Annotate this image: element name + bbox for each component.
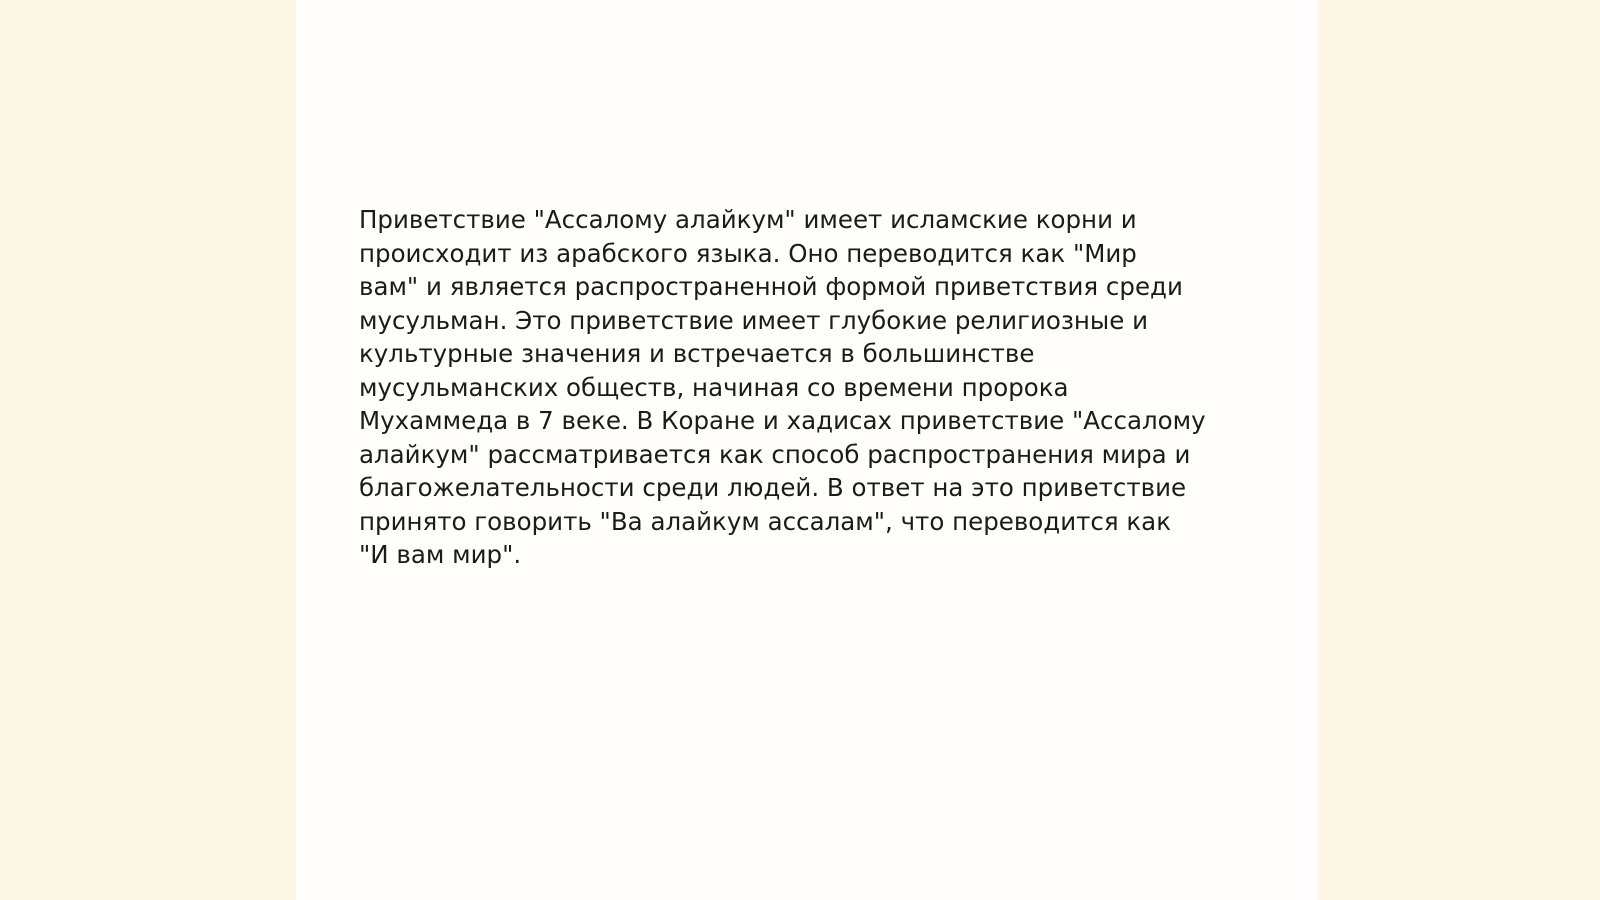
paragraph-line: благожелательности среди людей. В ответ на это приветствие bbox=[359, 473, 1187, 502]
paragraph-line: происходит из арабского языка. Оно переводится как "Мир bbox=[359, 238, 1137, 268]
paragraph-line: мусульманских обществ, начиная со времени пророка bbox=[359, 372, 1069, 402]
paragraph-line: культурные значения и встречается в большинстве bbox=[359, 339, 1035, 368]
paragraph-line: мусульман. Это приветствие имеет глубокие религиозные и bbox=[359, 305, 1149, 335]
body-paragraph bbox=[359, 203, 1259, 572]
paragraph-line: принято говорить "Ва алайкум ассалам", что переводится как bbox=[359, 506, 1171, 536]
paragraph-line: "И вам мир". bbox=[359, 540, 522, 569]
document-sheet bbox=[296, 0, 1318, 900]
paragraph-line: Приветствие "Ассалому алайкум" имеет исламские корни и bbox=[359, 205, 1137, 234]
paragraph-line: Мухаммеда в 7 веке. В Коране и хадисах приветствие "Ассалому bbox=[359, 406, 1206, 435]
paragraph-line: вам" и является распространенной формой приветствия среди bbox=[359, 272, 1183, 301]
paragraph-line: алайкум" рассматривается как способ распространения мира и bbox=[359, 439, 1191, 469]
